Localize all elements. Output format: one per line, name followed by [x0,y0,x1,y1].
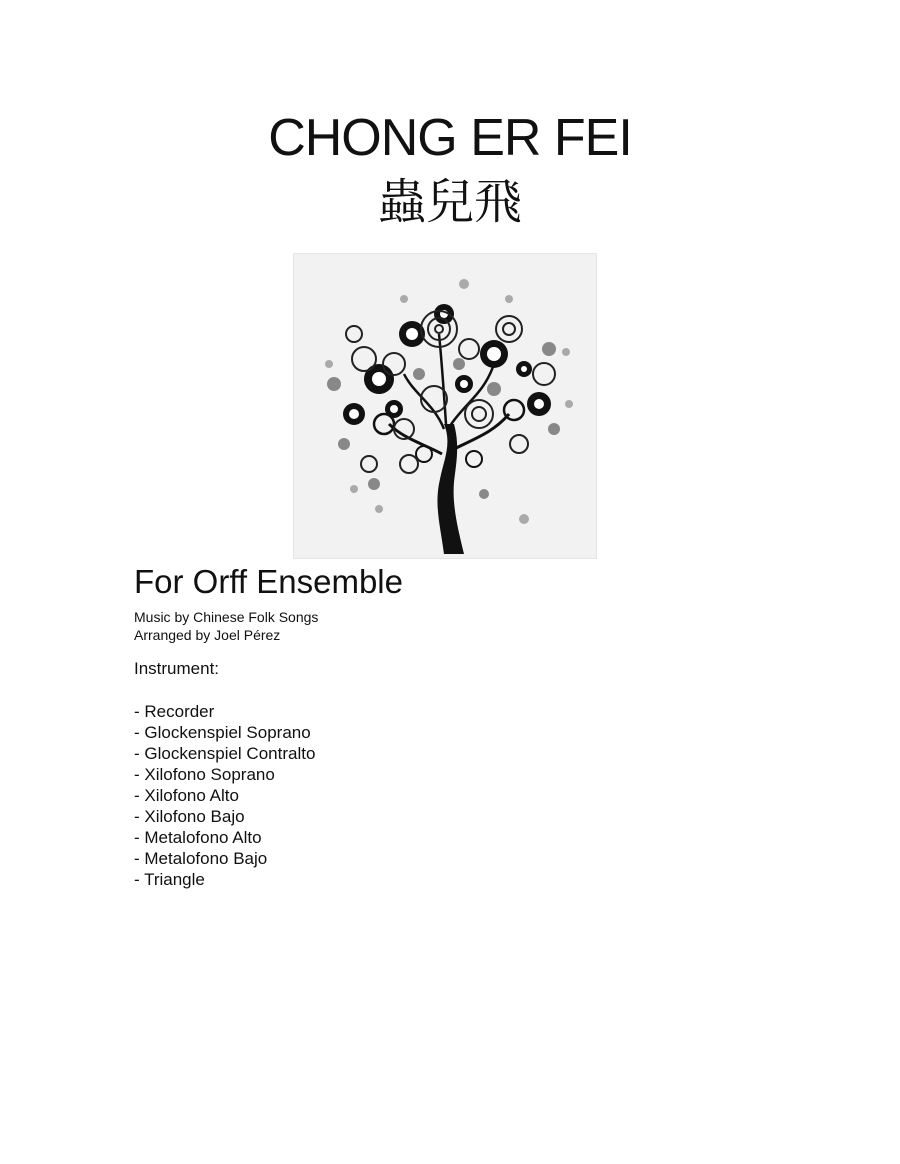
cover-image [294,254,596,558]
instrument-item: - Recorder [134,702,215,721]
instrument-item: - Xilofono Soprano [134,765,275,784]
instrument-item: - Xilofono Alto [134,786,239,805]
instrument-item: - Glockenspiel Soprano [134,723,311,742]
instrument-list [134,701,315,890]
instrument-item: - Triangle [134,870,205,889]
instrument-heading: Instrument: [134,659,220,678]
instrument-item: - Xilofono Bajo [134,807,245,826]
instrument-item: - Glockenspiel Contralto [134,744,316,763]
instrument-item: - Metalofono Alto [134,828,262,847]
flower-tree-illustration-icon [294,254,596,558]
title-chinese: 蟲兒飛 [377,174,522,230]
music-credit: Music by Chinese Folk Songs [134,609,319,625]
title-english: CHONG ER FEI [268,109,632,167]
arranger-credit: Arranged by Joel Pérez [134,627,281,643]
instrument-item: - Metalofono Bajo [134,849,268,868]
ensemble-subtitle: For Orff Ensemble [134,563,403,600]
